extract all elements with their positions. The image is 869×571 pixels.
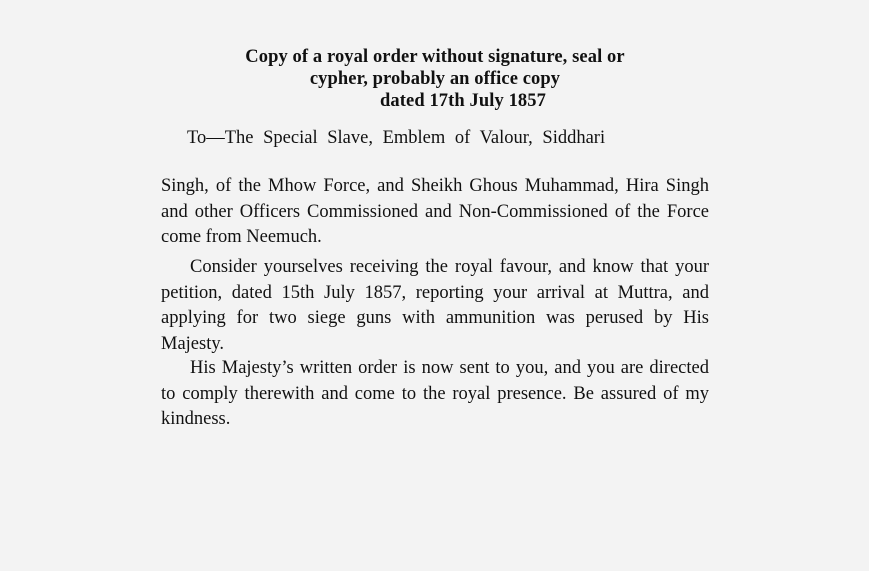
paragraph-petition: Consider yourselves receiving the royal favour, and know that your petition, dated 15th July 1857, reporting your arrival at Muttra, and applying for two siege guns with ammunition was perused by His Majesty. <box>161 257 709 355</box>
heading-line-1: Copy of a royal order without signature, seal or <box>245 47 625 67</box>
addressee-line: To—The Special Slave, Emblem of Valour, Siddhari <box>187 128 606 148</box>
heading-line-3: dated 17th July 1857 <box>380 91 546 111</box>
paragraph-order: His Majesty’s written order is now sent to you, and you are directed to comply therewith and come to the royal presence. Be assured of my kindness. <box>161 358 709 430</box>
paragraph-addressees: Singh, of the Mhow Force, and Sheikh Ghous Muhammad, Hira Singh and other Officers Commissioned and Non-Commissioned of the Force come from Neemuch. <box>161 176 709 248</box>
heading-line-2: cypher, probably an office copy <box>309 69 561 89</box>
